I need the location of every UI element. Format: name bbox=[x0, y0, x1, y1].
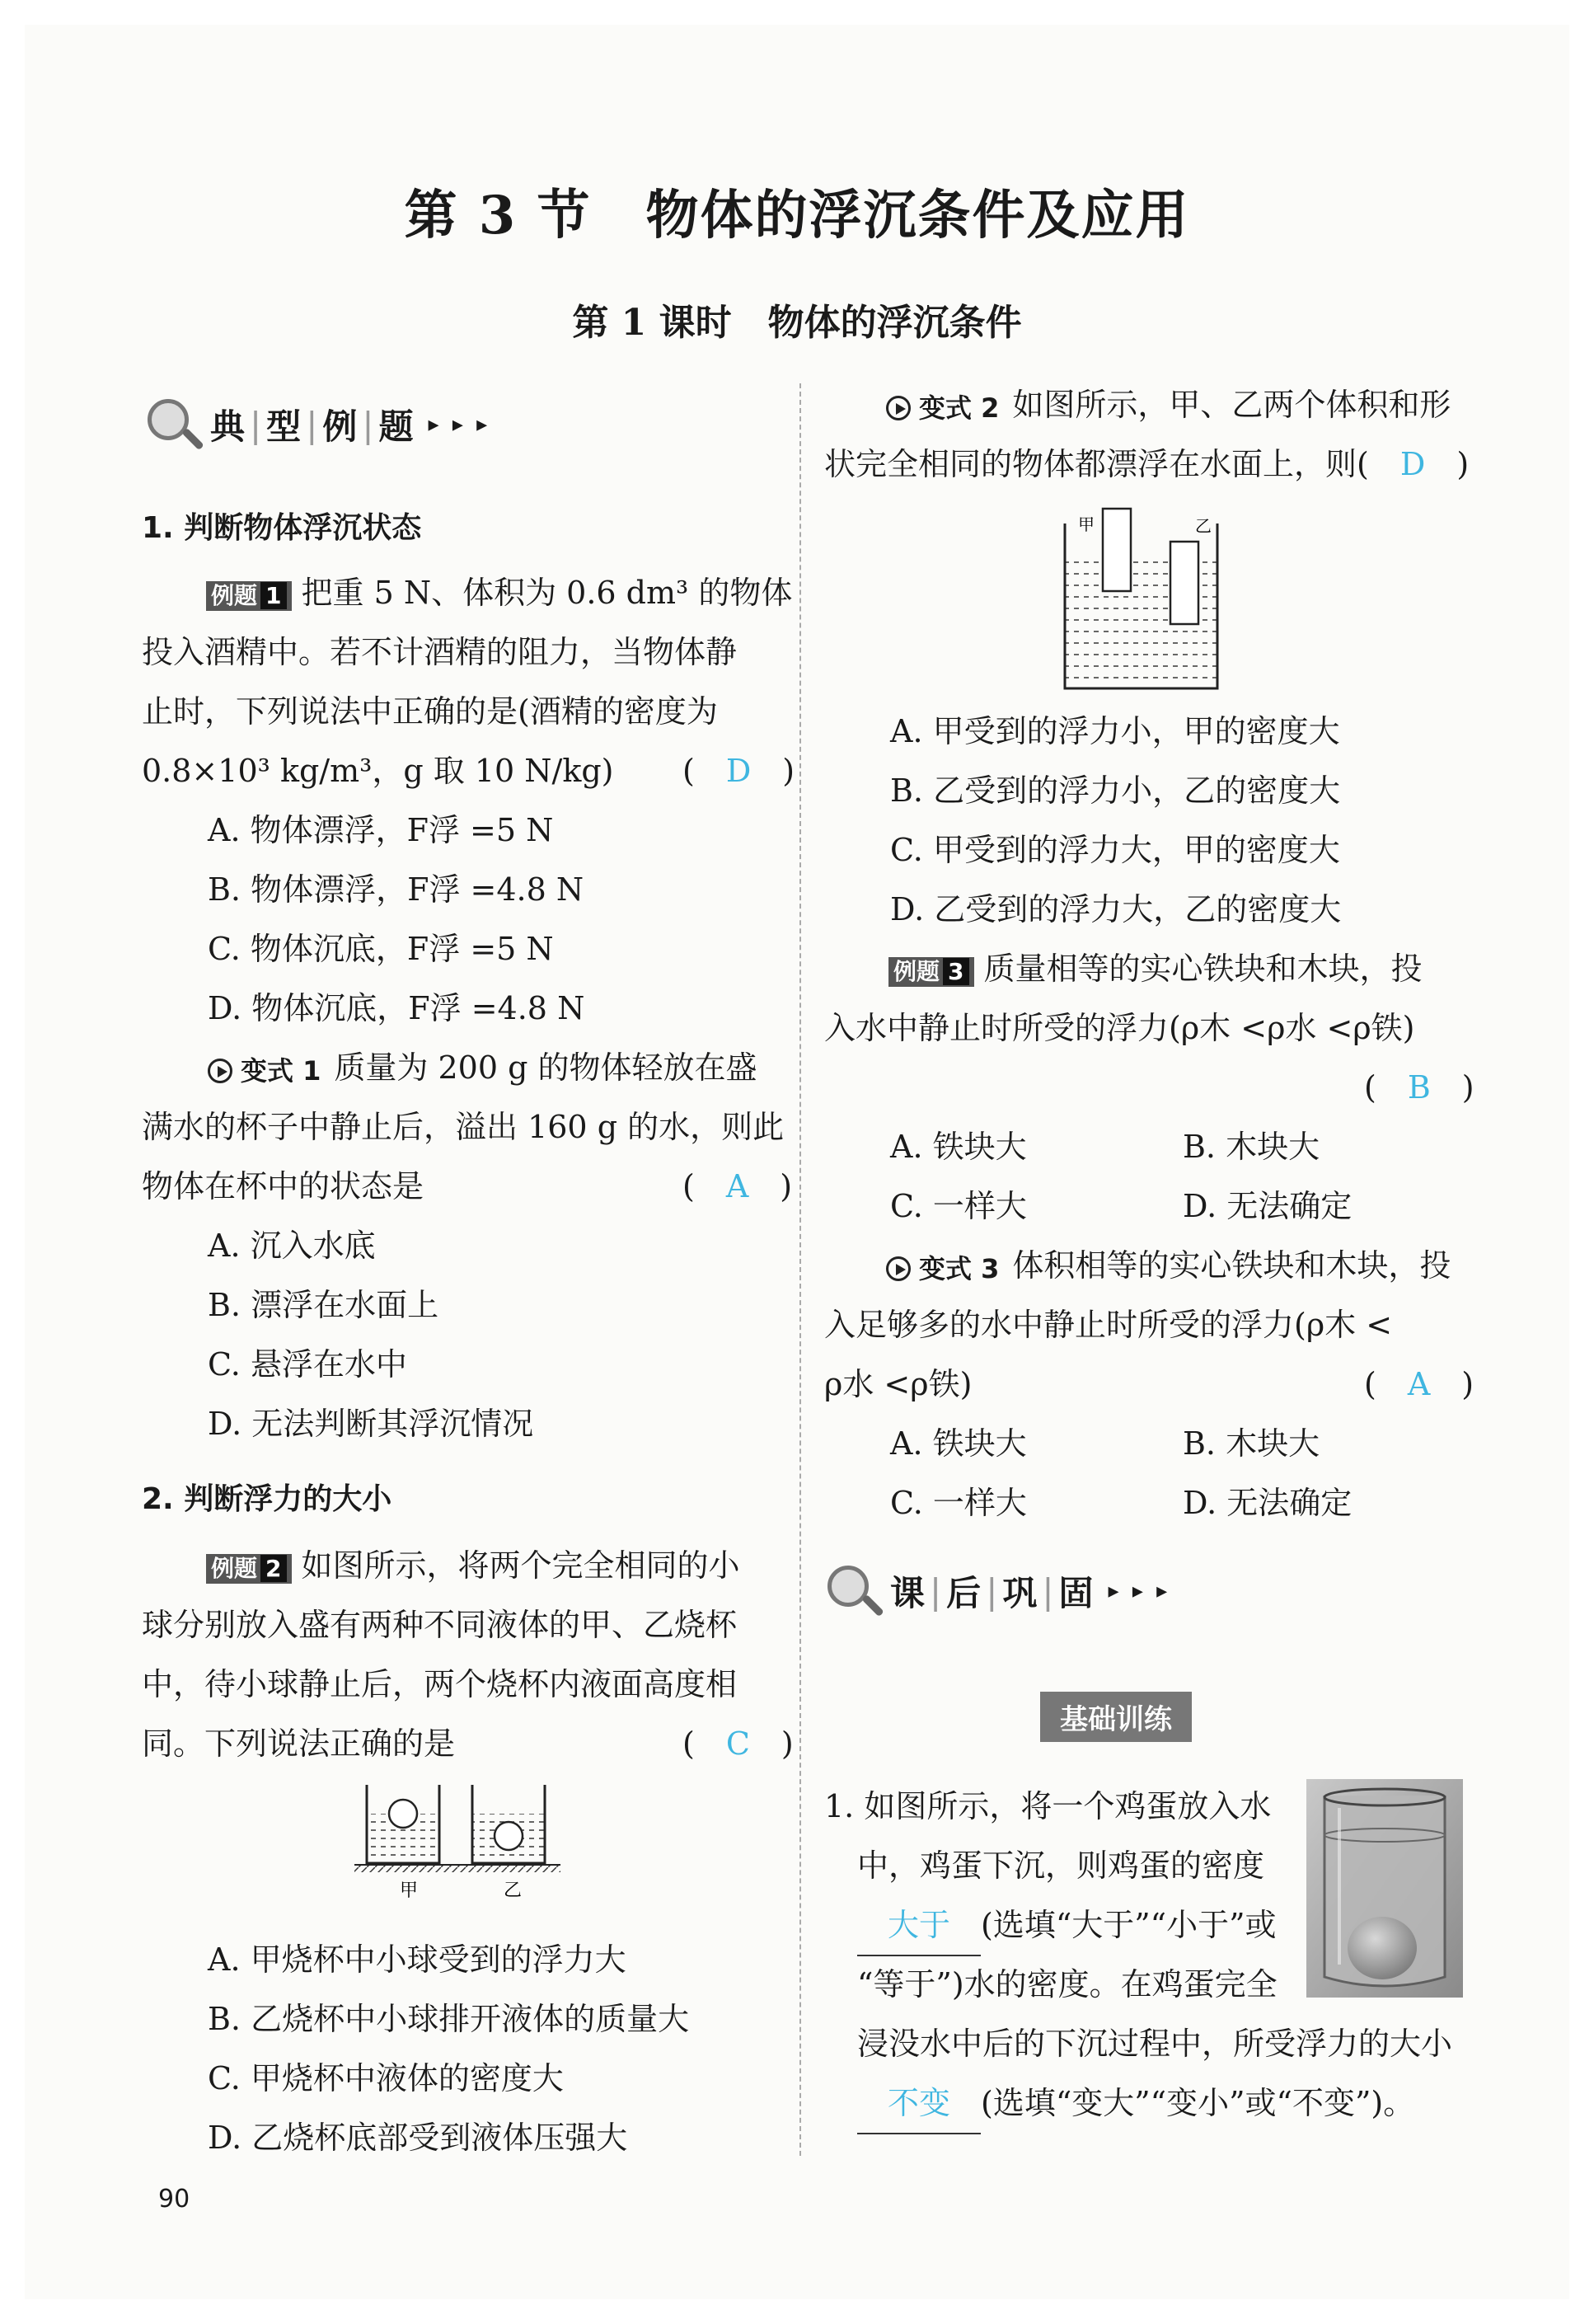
magnifier-icon bbox=[824, 1562, 882, 1620]
variant-1-line-3: 物体在杯中的状态是 bbox=[142, 1168, 424, 1204]
variant-1-line-2: 满水的杯子中静止后，溢出 160 g 的水，则此 bbox=[142, 1109, 785, 1145]
question-1-line-4: “等于”)水的密度。在鸡蛋完全 bbox=[857, 1966, 1278, 2002]
example-1-option-d: D. 物体沉底，F浮 =4.8 N bbox=[208, 990, 585, 1026]
variant-3-line-3: ρ水 <ρ铁) bbox=[824, 1366, 973, 1402]
variant-2-option-b: B. 乙受到的浮力小，乙的密度大 bbox=[890, 772, 1341, 809]
question-1-line-5: 浸没水中后的下沉过程中，所受浮力的大小 bbox=[857, 2026, 1453, 2062]
magnifier-icon bbox=[144, 396, 202, 453]
example-1-option-c: C. 物体沉底，F浮 =5 N bbox=[208, 931, 554, 967]
variant-2-option-a: A. 甲受到的浮力小，甲的密度大 bbox=[890, 713, 1340, 749]
variant-1-option-c: C. 悬浮在水中 bbox=[208, 1346, 407, 1383]
block-label-a: 甲 bbox=[1078, 514, 1095, 534]
variant-2-option-c: C. 甲受到的浮力大，甲的密度大 bbox=[890, 832, 1340, 868]
arrows-icon: ▸ ▸ ▸ bbox=[1108, 1579, 1171, 1603]
variant-2-option-d: D. 乙受到的浮力大，乙的密度大 bbox=[890, 891, 1342, 927]
variant-label: 变式 3 bbox=[886, 1239, 999, 1298]
example-1-option-a: A. 物体漂浮，F浮 =5 N bbox=[208, 812, 554, 848]
example-1-line-1: 例题 1 把重 5 N、体积为 0.6 dm³ 的物体 bbox=[206, 563, 792, 622]
variant-3-option-c: C. 一样大 bbox=[890, 1485, 1027, 1521]
variant-3-option-d: D. 无法确定 bbox=[1183, 1485, 1353, 1521]
question-1-line-1: 1. 如图所示，将一个鸡蛋放入水 bbox=[824, 1788, 1272, 1824]
section-title: 第 3 节 物体的浮沉条件及应用 bbox=[404, 185, 1190, 246]
example-2-option-d: D. 乙烧杯底部受到液体压强大 bbox=[208, 2120, 628, 2156]
variant-3-line-2: 入足够多的水中静止时所受的浮力(ρ木 < bbox=[824, 1307, 1393, 1343]
variant-2-line-2: 状完全相同的物体都漂浮在水面上，则( D ) bbox=[824, 446, 1470, 482]
lesson-title: 第 1 课时 物体的浮沉条件 bbox=[572, 302, 1022, 344]
answer-blank-2[interactable]: 不变 bbox=[857, 2073, 981, 2134]
example-2-option-a: A. 甲烧杯中小球受到的浮力大 bbox=[208, 1941, 626, 1978]
answer-blank-1[interactable]: 大于 bbox=[857, 1895, 981, 1956]
example-3-line-1: 例题 3 质量相等的实心铁块和木块，投 bbox=[888, 939, 1423, 998]
subheading-2: 2. 判断浮力的大小 bbox=[142, 1482, 392, 1516]
variant-1-option-a: A. 沉入水底 bbox=[208, 1228, 376, 1264]
subheading-1: 1. 判断物体浮沉状态 bbox=[142, 511, 422, 545]
variant-1-option-d: D. 无法判断其浮沉情况 bbox=[208, 1406, 534, 1442]
after-class-heading: 课 | 后 | 巩 | 固 ▸ ▸ ▸ bbox=[824, 1562, 1170, 1620]
arrows-icon: ▸ ▸ ▸ bbox=[428, 412, 491, 437]
variant-3-answer: ( A ) bbox=[1364, 1366, 1474, 1402]
example-2-option-b: B. 乙烧杯中小球排开液体的质量大 bbox=[208, 2001, 690, 2037]
example-3-option-b: B. 木块大 bbox=[1183, 1129, 1320, 1165]
question-1-line-6: 不变 (选填“变大”“变小”或“不变”)。 bbox=[857, 2073, 1414, 2134]
variant-1-line-1: 变式 1 质量为 200 g 的物体轻放在盛 bbox=[208, 1038, 757, 1101]
example-1-line-4: 0.8×10³ kg/m³，g 取 10 N/kg) bbox=[142, 753, 614, 789]
play-icon bbox=[208, 1059, 232, 1083]
example-3-option-d: D. 无法确定 bbox=[1183, 1188, 1353, 1224]
example-2-line-3: 中，待小球静止后，两个烧杯内液面高度相 bbox=[142, 1666, 738, 1702]
variant-2-line-1: 变式 2 如图所示，甲、乙两个体积和形 bbox=[886, 375, 1451, 438]
variant-3-option-b: B. 木块大 bbox=[1183, 1425, 1320, 1462]
egg-in-water-photo bbox=[1306, 1779, 1463, 1998]
question-1-line-2: 中，鸡蛋下沉，则鸡蛋的密度 bbox=[857, 1847, 1265, 1884]
block-label-b: 乙 bbox=[1195, 516, 1212, 536]
typical-examples-heading: 典 | 型 | 例 | 题 ▸ ▸ ▸ bbox=[144, 396, 490, 453]
example-3-answer: ( B ) bbox=[1364, 1069, 1474, 1106]
example-3-option-c: C. 一样大 bbox=[890, 1188, 1027, 1224]
beaker-label-b: 乙 bbox=[504, 1880, 523, 1900]
play-icon bbox=[886, 396, 911, 420]
variant-3-option-a: A. 铁块大 bbox=[890, 1425, 1027, 1462]
example-1-option-b: B. 物体漂浮，F浮 =4.8 N bbox=[208, 871, 584, 908]
example-2-option-c: C. 甲烧杯中液体的密度大 bbox=[208, 2060, 564, 2096]
question-1-line-3: 大于 (选填“大于”“小于”或 bbox=[857, 1895, 1277, 1956]
example-tag: 例题 1 bbox=[206, 581, 292, 611]
example-1-line-2: 投入酒精中。若不计酒精的阻力，当物体静 bbox=[142, 634, 738, 670]
example-1-line-3: 止时，下列说法中正确的是(酒精的密度为 bbox=[142, 693, 718, 730]
basic-training-badge: 基础训练 bbox=[1040, 1692, 1192, 1742]
example-2-answer: ( C ) bbox=[682, 1725, 794, 1762]
beakers-figure bbox=[350, 1777, 589, 1900]
variant-1-option-b: B. 漂浮在水面上 bbox=[208, 1287, 439, 1323]
example-1-answer: ( D ) bbox=[682, 753, 795, 789]
page-number: 90 bbox=[158, 2185, 190, 2214]
variant-3-line-1: 变式 3 体积相等的实心铁块和木块，投 bbox=[886, 1236, 1451, 1298]
column-divider bbox=[799, 383, 801, 2156]
example-tag: 例题 3 bbox=[888, 957, 974, 987]
floating-blocks-figure bbox=[1063, 499, 1228, 693]
variant-label: 变式 1 bbox=[208, 1041, 321, 1101]
example-2-line-1: 例题 2 如图所示，将两个完全相同的小 bbox=[206, 1536, 740, 1595]
example-2-line-4: 同。下列说法正确的是 bbox=[142, 1725, 456, 1762]
example-3-option-a: A. 铁块大 bbox=[890, 1129, 1027, 1165]
beaker-label-a: 甲 bbox=[400, 1880, 419, 1900]
example-2-line-2: 球分别放入盛有两种不同液体的甲、乙烧杯 bbox=[142, 1607, 738, 1643]
play-icon bbox=[886, 1256, 911, 1281]
example-3-line-2: 入水中静止时所受的浮力(ρ木 <ρ水 <ρ铁) bbox=[824, 1010, 1415, 1046]
example-tag: 例题 2 bbox=[206, 1554, 292, 1584]
variant-label: 变式 2 bbox=[886, 378, 999, 438]
variant-1-answer: ( A ) bbox=[682, 1168, 793, 1204]
